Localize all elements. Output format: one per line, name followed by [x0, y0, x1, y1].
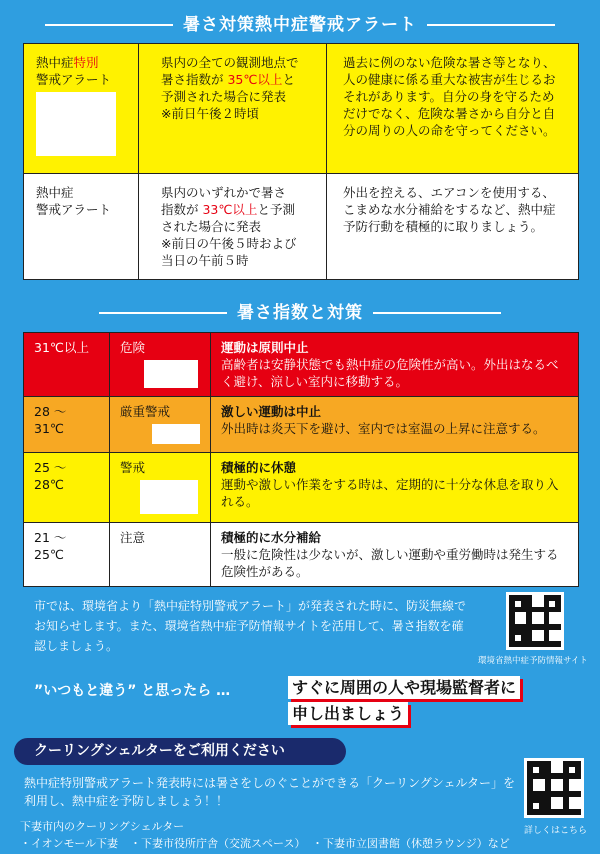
qr-caption-shelter: 詳しくはこちら [524, 826, 588, 836]
qr-code-heat-info[interactable] [506, 592, 564, 650]
index-advice-desc: 高齢者は安静状態でも熱中症の危険性が高い。外出はなるべく避け、涼しい室内に移動する。 [221, 357, 559, 389]
heat-index-table [23, 332, 579, 587]
condition-line: 指数が [161, 202, 203, 217]
alert-table [23, 43, 579, 280]
index-level [110, 453, 211, 523]
alert-name: 熱中症 [36, 55, 74, 70]
shelter-item: ・イオンモール下妻 [20, 837, 119, 850]
index-range [24, 523, 110, 587]
shelter-item: ・下妻市立図書館（休憩ラウンジ）など [311, 837, 510, 850]
image-placeholder [36, 92, 116, 156]
shelter-list-title: 下妻市内のクーリングシェルター [20, 820, 185, 833]
alert-action-cell [327, 44, 579, 174]
alert-action: 外出を控える、エアコンを使用する、こまめな水分補給をするなど、熱中症予防行動を積極的に取りましょう。 [343, 185, 556, 234]
condition-note: ※前日の午後５時および [161, 236, 297, 251]
condition-note: ※前日午後２時頃 [161, 106, 259, 121]
alert-action: 過去に例のない危険な暑さ等となり、人の健康に係る重大な被害が生じるおそれがあります。自分の身を守るためだけでなく、危険な暑さから自分と自分の周りの人の命を守ってください。 [343, 55, 556, 138]
index-advice [211, 523, 579, 587]
alert-condition-cell [139, 44, 327, 174]
index-range [24, 333, 110, 397]
index-range [24, 397, 110, 453]
index-level-text: 厳重警戒 [120, 404, 171, 419]
alert-name-cell [24, 44, 139, 174]
condition-line: 県内の全ての観測地点で [161, 55, 299, 70]
index-range-text: 28 ～ 31℃ [34, 404, 67, 436]
alert-condition-cell [139, 174, 327, 280]
image-placeholder [152, 424, 200, 444]
threshold-value: 35℃以上 [227, 72, 283, 87]
alert-name-suffix: 警戒アラート [36, 202, 112, 217]
index-level-text: 危険 [120, 340, 146, 355]
index-advice-title: 積極的に休憩 [221, 460, 297, 475]
index-advice-title: 激しい運動は中止 [221, 404, 322, 419]
alert-name: 熱中症 [36, 185, 74, 200]
index-row-notice [24, 523, 579, 587]
condition-line: と [282, 72, 295, 87]
callout-strong [288, 676, 520, 728]
shelter-heading: クーリングシェルターをご利用ください [14, 738, 346, 765]
heading-alerts-text: 暑さ対策熱中症警戒アラート [183, 15, 417, 35]
alert-row-special [24, 44, 579, 174]
index-advice-title: 積極的に水分補給 [221, 530, 322, 545]
image-placeholder [144, 360, 198, 388]
index-row-danger [24, 333, 579, 397]
shelter-list [20, 818, 522, 852]
index-advice [211, 397, 579, 453]
heading-line-left [45, 24, 173, 26]
callout-strong-line: 申し出ましょう [288, 702, 408, 725]
notice-text: 市では、環境省より「熱中症特別警戒アラート」が発表された時に、防災無線でお知らせします。また、環境省熱中症予防情報サイトを活用して、暑さ指数を確認しましょう。 [34, 599, 467, 653]
callout-strong-line: すぐに周囲の人や現場監督者に [288, 676, 520, 699]
image-placeholder [140, 480, 198, 514]
alert-name-suffix: 警戒アラート [36, 72, 112, 87]
condition-line: された場合に発表 [161, 219, 262, 234]
index-level [110, 523, 211, 587]
index-range [24, 453, 110, 523]
heading-line-right [427, 24, 555, 26]
index-row-severe [24, 397, 579, 453]
index-range-text: 31℃以上 [34, 340, 89, 355]
index-level-text: 警戒 [120, 460, 146, 475]
index-level [110, 333, 211, 397]
qr-caption-heat-info: 環境省熱中症予防情報サイト [478, 656, 588, 666]
heading-line-right [373, 312, 501, 314]
heading-index [0, 298, 600, 323]
shelter-item: ・下妻市役所庁舎（交流スペース） [130, 837, 300, 850]
condition-note: 当日の午前５時 [161, 253, 249, 268]
index-level-text: 注意 [120, 530, 146, 545]
index-row-caution [24, 453, 579, 523]
index-advice [211, 453, 579, 523]
qr-pattern [509, 595, 561, 647]
index-range-text: 25 ～ 28℃ [34, 460, 67, 492]
shelter-text: 熱中症特別警戒アラート発表時には暑さをしのぐことができる「クーリングシェルター」を利用し、熱中症を予防しましょう！！ [24, 776, 516, 808]
qr-module [575, 809, 581, 815]
condition-line: と予測 [257, 202, 295, 217]
threshold-value: 33℃以上 [202, 202, 258, 217]
alert-name-emphasis: 特別 [73, 55, 99, 70]
index-advice-desc: 運動や激しい作業をする時は、定期的に十分な休息を取り入れる。 [221, 477, 559, 509]
alert-row-normal [24, 174, 579, 280]
index-advice-title: 運動は原則中止 [221, 340, 309, 355]
condition-line: 県内のいずれかで暑さ [161, 185, 287, 200]
index-level [110, 397, 211, 453]
alert-name-cell [24, 174, 139, 280]
shelter-items [20, 835, 522, 852]
qr-code-shelter[interactable] [524, 758, 584, 818]
heading-index-text: 暑さ指数と対策 [237, 303, 363, 323]
condition-line: 暑さ指数が [161, 72, 228, 87]
qr-module [555, 641, 561, 647]
index-advice-desc: 外出時は炎天下を避け、室内では室温の上昇に注意する。 [221, 421, 546, 436]
qr-pattern [527, 761, 581, 815]
index-advice-desc: 一般に危険性は少ないが、激しい運動や重労働時は発生する危険性がある。 [221, 547, 559, 579]
index-range-text: 21 ～ 25℃ [34, 530, 67, 562]
alert-action-cell [327, 174, 579, 280]
heading-line-left [99, 312, 227, 314]
callout-text: ”いつもと違う” と思ったら … [34, 683, 231, 699]
condition-line: 予測された場合に発表 [161, 89, 287, 104]
index-advice [211, 333, 579, 397]
heading-alerts [0, 10, 600, 35]
